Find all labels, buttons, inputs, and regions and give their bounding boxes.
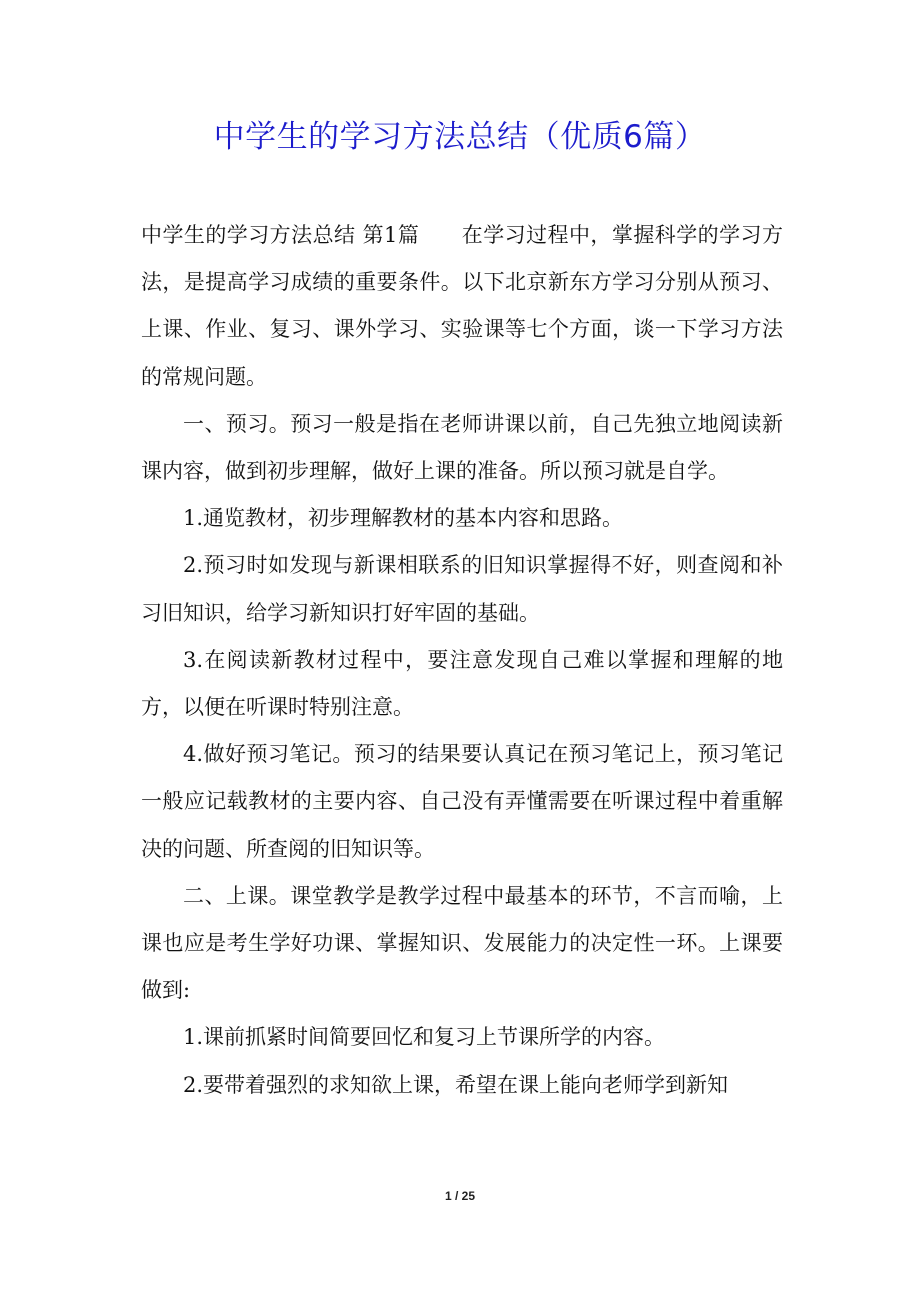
paragraph: 2.要带着强烈的求知欲上课，希望在课上能向老师学到新知: [183, 1072, 729, 1097]
paragraph: 1.课前抓紧时间简要回忆和复习上节课所学的内容。: [183, 1025, 666, 1050]
intro-paragraph: [141, 212, 783, 401]
section-heading: 中学生的学习方法总结 第1篇: [141, 223, 420, 247]
paragraph: 1.通览教材，初步理解教材的基本内容和思路。: [183, 506, 624, 531]
document-title: 中学生的学习方法总结（优质6篇）: [213, 119, 707, 155]
document-body: [141, 212, 783, 1109]
paragraph: 一、预习。预习一般是指在老师讲课以前，自己先独立地阅读新课内容，做到初步理解，做好上课的准备。所以预习就是自学。: [141, 411, 783, 484]
intro-text: 在学习过程中，掌握科学的学习方法，是提高学习成绩的重要条件。以下北京新东方学习分别从预习、上课、作业、复习、课外学习、实验课等七个方面，谈一下学习方法的常规问题。: [141, 223, 783, 389]
page-number: 1 / 25: [444, 1189, 476, 1203]
paragraph: 2.预习时如发现与新课相联系的旧知识掌握得不好，则查阅和补习旧知识，给学习新知识打好牢固的基础。: [141, 553, 783, 625]
paragraph: 3.在阅读新教材过程中，要注意发现自己难以掌握和理解的地方，以便在听课时特别注意。: [141, 647, 783, 720]
paragraph: 二、上课。课堂教学是教学过程中最基本的环节，不言而喻，上课也应是考生学好功课、掌握知识、发展能力的决定性一环。上课要做到:: [141, 883, 783, 1003]
paragraph: 4.做好预习笔记。预习的结果要认真记在预习笔记上，预习笔记一般应记载教材的主要内容、自己没有弄懂需要在听课过程中着重解决的问题、所查阅的旧知识等。: [141, 742, 783, 861]
